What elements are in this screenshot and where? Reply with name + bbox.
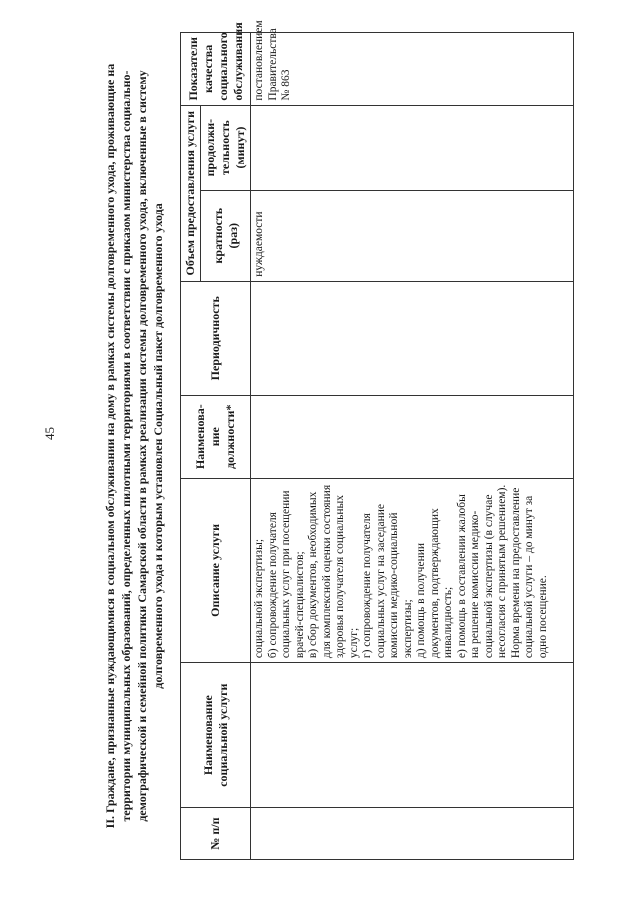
cell-service-name (251, 663, 574, 808)
description-line: в) сбор документов, необходимых для комплексной оценки состояния здоровья получателя социальных услуг; (307, 484, 360, 659)
description-line: е) помощь в составлении жалобы на решение комиссии медико-социальной экспертизы (в случае несогласия с принятым решением). (455, 484, 508, 659)
services-table (180, 20, 574, 860)
description-line: г) сопровождение получателя социальных услуг на заседание комиссии медико-социальной экспертизы; (361, 503, 414, 659)
description-line: Норма времени на предоставление социальной услуги – до минут за одно посещение. (509, 487, 549, 659)
cell-duration (251, 105, 574, 190)
cell-periodicity (251, 281, 574, 395)
cell-quality: постановлением Правительства № 863 (251, 33, 574, 106)
cell-multiplicity: нуждаемости (251, 190, 574, 281)
page-number: 45 (42, 427, 57, 440)
description-line: д) помощь в получении документов, подтверждающих инвалидность; (415, 508, 454, 659)
header-position: Наименова-ние должности* (181, 395, 251, 478)
header-num: № п/п (181, 808, 251, 860)
section-heading: II. Граждане, признанные нуждающимися в социальном обслуживании на дому в рамках системы долговременного ухода, проживающие на территории муниципальных образований, определенных пилотными территориями в соответствии с приказом министерства социально-демографической и семейной политики Самарской области в рамках реализации системы долговременного ухода, включенные в систему долговременного ухода и которым установлен Социальный пакет долговременного ухода (103, 63, 165, 829)
rotated-sheet (100, 20, 605, 860)
header-volume: Объем предоставления услуги (181, 105, 201, 281)
header-description: Описание услуги (181, 478, 251, 662)
header-multiplicity: кратность (раз) (201, 190, 251, 281)
header-periodicity: Периодичность (181, 281, 251, 395)
header-duration: продолжи-тельность (минут) (201, 105, 251, 190)
cell-position (251, 395, 574, 478)
header-service-name: Наименование социальной услуги (181, 663, 251, 808)
description-line: б) сопровождение получателя социальных услуг при посещении врачей-специалистов; (266, 490, 306, 659)
cell-description (251, 478, 574, 662)
description-line: социальной экспертизы; (253, 538, 265, 659)
header-quality: Показатели качества социального обслуживания (181, 33, 251, 106)
cell-num (251, 808, 574, 860)
table-row (251, 33, 574, 860)
